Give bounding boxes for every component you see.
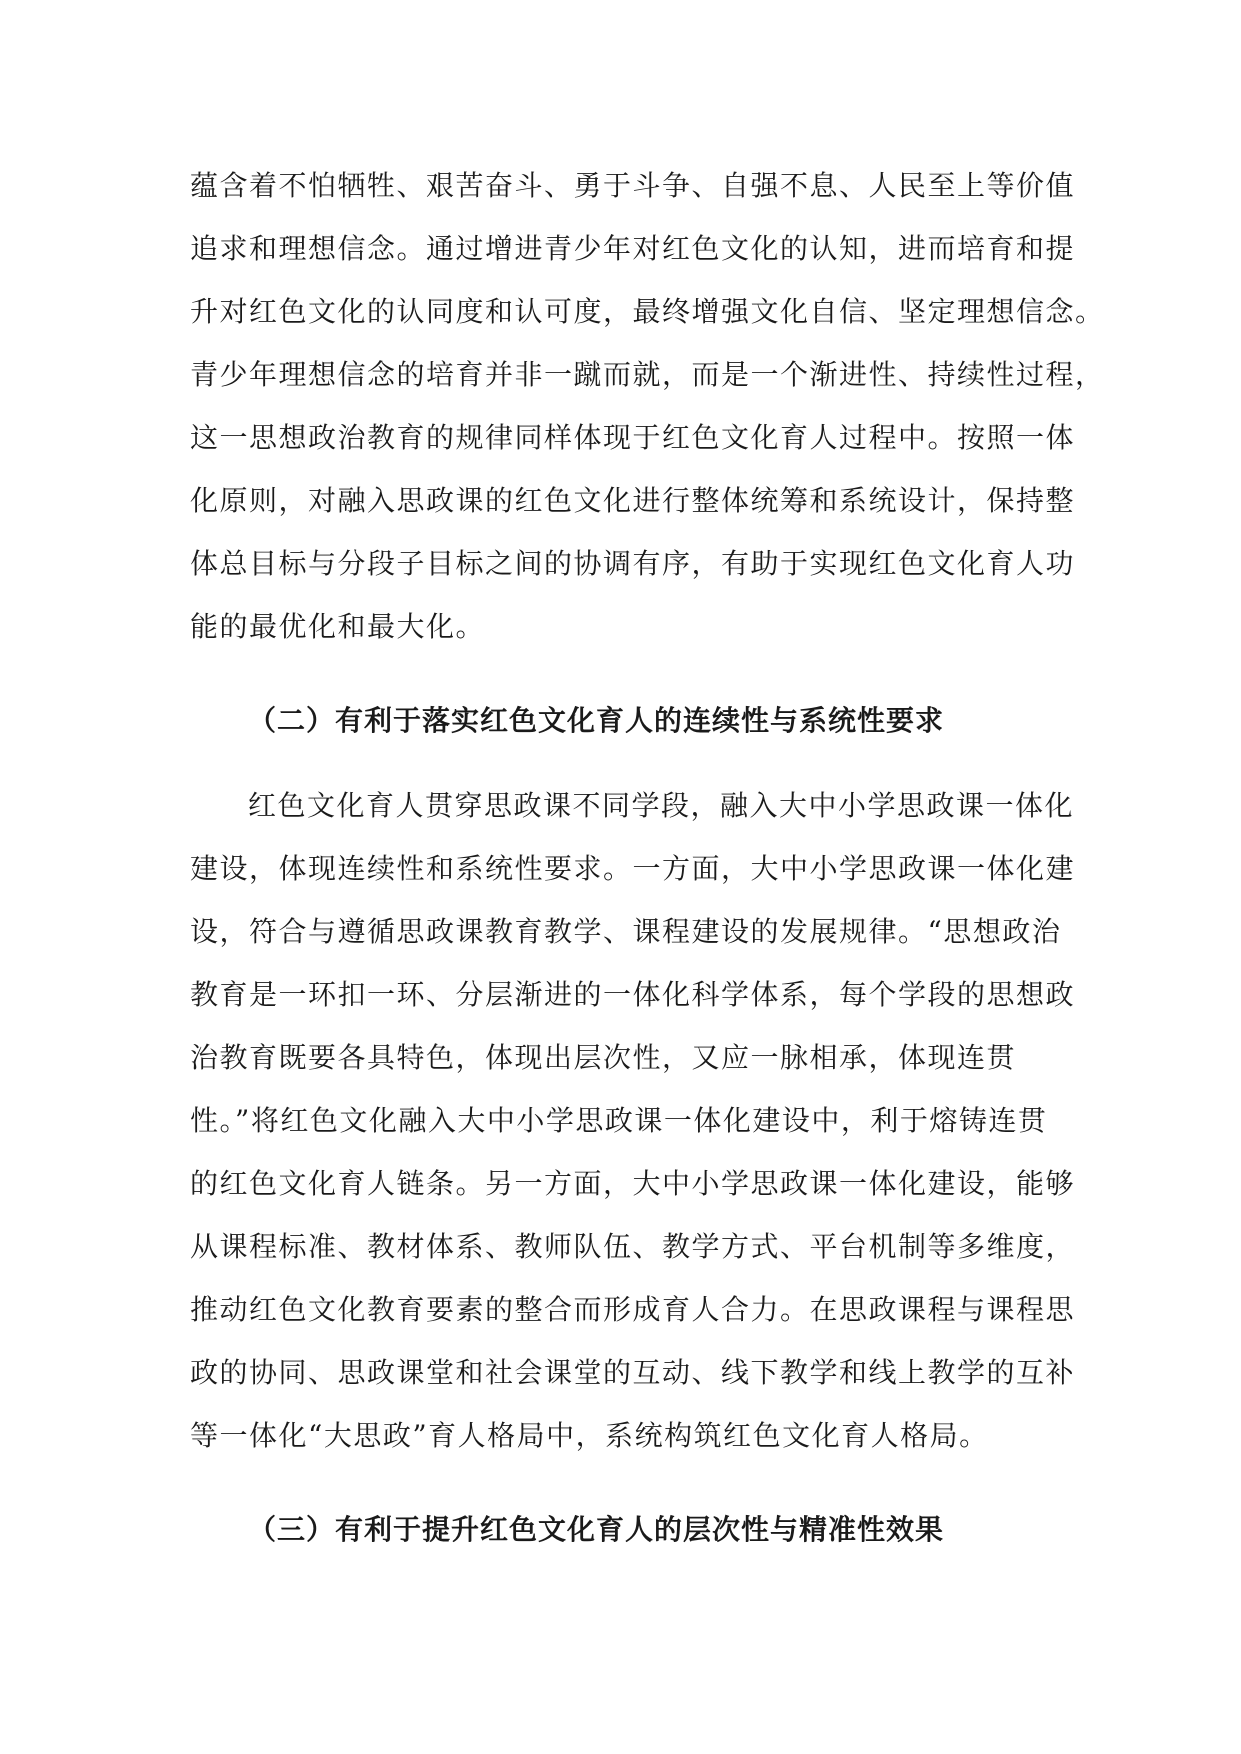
paragraph-line: 政的协同、思政课堂和社会课堂的互动、线下教学和线上教学的互补 bbox=[190, 1356, 1076, 1389]
paragraph-line: 化原则，对融入思政课的红色文化进行整体统筹和系统设计，保持整 bbox=[190, 484, 1076, 517]
spacer bbox=[190, 1467, 1052, 1498]
paragraph-line: 教育是一环扣一环、分层渐进的一体化科学体系，每个学段的思想政 bbox=[190, 978, 1076, 1011]
section-heading-2: （二）有利于落实红色文化育人的连续性与系统性要求 bbox=[248, 704, 945, 737]
paragraph-line: 的红色文化育人链条。另一方面，大中小学思政课一体化建设，能够 bbox=[190, 1167, 1076, 1200]
paragraph-line: 体总目标与分段子目标之间的协调有序，有助于实现红色文化育人功 bbox=[190, 547, 1076, 580]
paragraph-line: 性。”将红色文化融入大中小学思政课一体化建设中，利于熔铸连贯 bbox=[190, 1104, 1048, 1137]
paragraph-line: 从课程标准、教材体系、教师队伍、教学方式、平台机制等多维度， bbox=[190, 1230, 1076, 1263]
spacer bbox=[190, 752, 1052, 774]
paragraph-line: 推动红色文化教育要素的整合而形成育人合力。在思政课程与课程思 bbox=[190, 1293, 1076, 1326]
paragraph-line: 蕴含着不怕牺牲、艰苦奋斗、勇于斗争、自强不息、人民至上等价值 bbox=[190, 169, 1076, 202]
paragraph-1 bbox=[190, 154, 1105, 658]
paragraph-line: 能的最优化和最大化。 bbox=[190, 610, 486, 643]
paragraph-line: 建设，体现连续性和系统性要求。一方面，大中小学思政课一体化建 bbox=[190, 852, 1076, 885]
paragraph-line: 红色文化育人贯穿思政课不同学段，融入大中小学思政课一体化 bbox=[248, 789, 1075, 822]
paragraph-line: 这一思想政治教育的规律同样体现于红色文化育人过程中。按照一体 bbox=[190, 421, 1076, 454]
document-body bbox=[190, 154, 1105, 1561]
paragraph-line: 等一体化“大思政”育人格局中，系统构筑红色文化育人格局。 bbox=[190, 1419, 989, 1452]
paragraph-line: 升对红色文化的认同度和认可度，最终增强文化自信、坚定理想信念。 bbox=[190, 295, 1105, 328]
paragraph-line: 追求和理想信念。通过增进青少年对红色文化的认知，进而培育和提 bbox=[190, 232, 1076, 265]
paragraph-2 bbox=[190, 774, 1076, 1467]
spacer bbox=[190, 658, 1052, 689]
paragraph-line: 青少年理想信念的培育并非一蹴而就，而是一个渐进性、持续性过程， bbox=[190, 358, 1105, 391]
section-heading-3: （三）有利于提升红色文化育人的层次性与精准性效果 bbox=[248, 1513, 945, 1546]
paragraph-line: 设，符合与遵循思政课教育教学、课程建设的发展规律。“思想政治 bbox=[190, 915, 1062, 948]
paragraph-line: 治教育既要各具特色，体现出层次性，又应一脉相承，体现连贯 bbox=[190, 1041, 1017, 1074]
